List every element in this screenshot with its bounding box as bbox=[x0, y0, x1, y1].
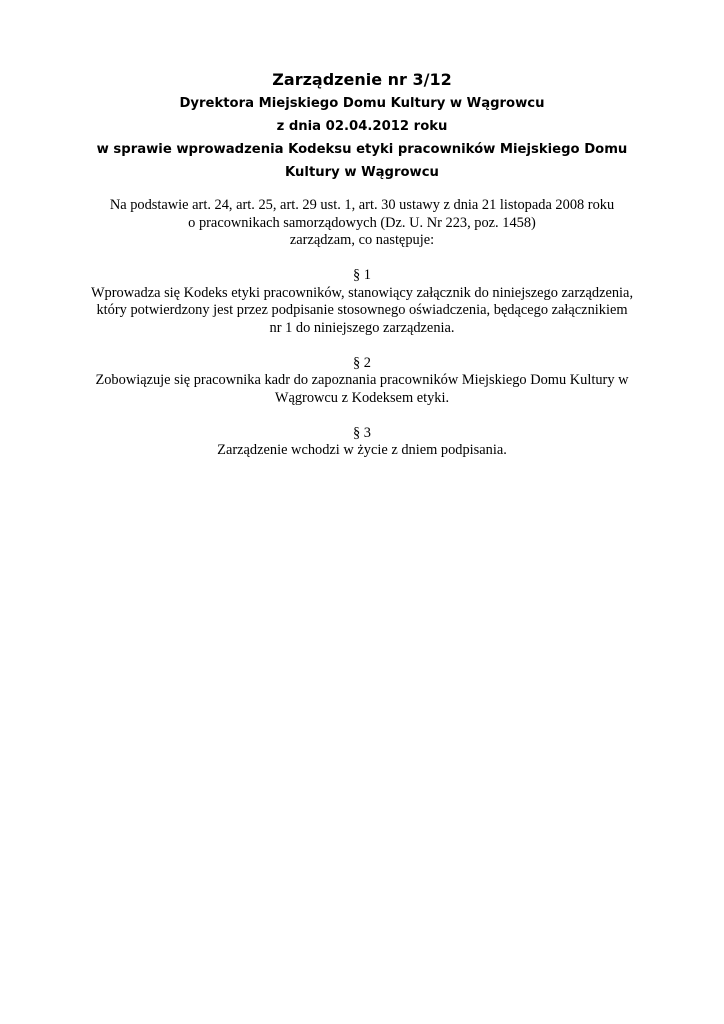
section-mark: § 3 bbox=[353, 424, 371, 441]
section-2 bbox=[60, 355, 664, 408]
section-line: Zarządzenie wchodzi w życie z dniem podpisania. bbox=[217, 442, 507, 458]
preamble-line: Na podstawie art. 24, art. 25, art. 29 ust. 1, art. 30 ustawy z dnia 21 listopada 2008 roku bbox=[109, 197, 615, 213]
preamble bbox=[60, 197, 664, 250]
document-title: Zarządzenie nr 3/12 bbox=[272, 70, 452, 89]
section-line: Zobowiązuje się pracownika kadr do zapoznania pracowników Miejskiego Domu Kultury w bbox=[95, 372, 629, 388]
section-line: który potwierdzony jest przez podpisanie stosownego oświadczenia, będącego załącznikiem bbox=[96, 302, 628, 318]
preamble-line: o pracownikach samorządowych (Dz. U. Nr 223, poz. 1458) bbox=[188, 214, 536, 231]
section-3 bbox=[60, 425, 664, 460]
section-mark: § 2 bbox=[353, 354, 371, 371]
section-mark: § 1 bbox=[353, 267, 371, 283]
issuer-line: Dyrektora Miejskiego Domu Kultury w Wągrowcu bbox=[179, 96, 545, 111]
subject-line-1: w sprawie wprowadzenia Kodeksu etyki pracowników Miejskiego Domu bbox=[96, 142, 628, 157]
subject-line-2: Kultury w Wągrowcu bbox=[285, 165, 439, 180]
document-header bbox=[40, 68, 684, 184]
document-body bbox=[60, 197, 664, 460]
section-line: nr 1 do niniejszego zarządzenia. bbox=[269, 319, 455, 336]
preamble-line: zarządzam, co następuje: bbox=[289, 232, 435, 248]
section-line: Wprowadza się Kodeks etyki pracowników, stanowiący załącznik do niniejszego zarządzenia, bbox=[90, 284, 634, 301]
date-line: z dnia 02.04.2012 roku bbox=[276, 119, 448, 134]
section-line: Wągrowcu z Kodeksem etyki. bbox=[274, 389, 450, 406]
section-1 bbox=[60, 267, 664, 337]
